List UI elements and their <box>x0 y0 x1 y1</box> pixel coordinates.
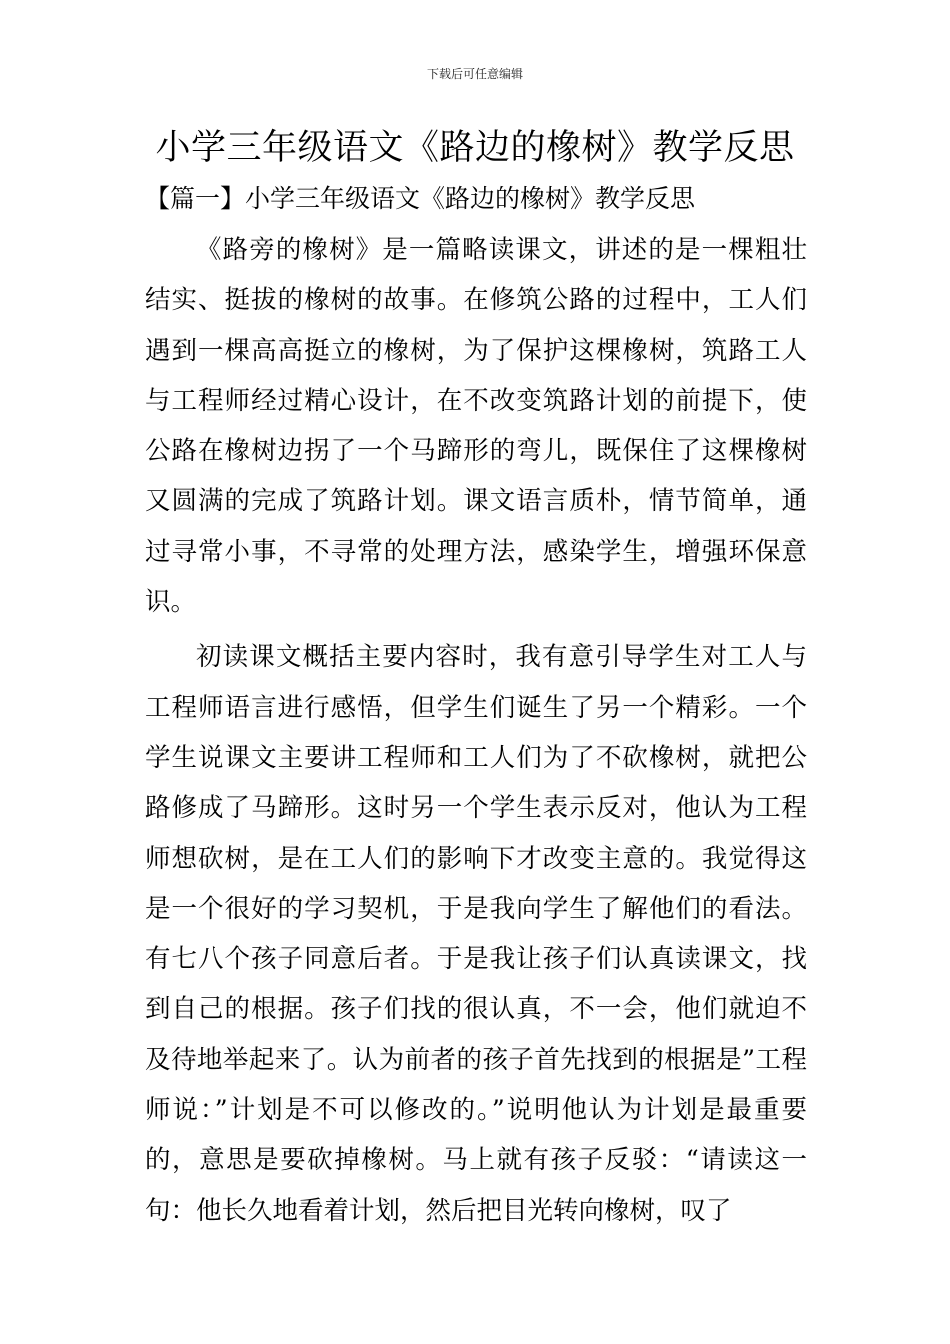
document-title: 小学三年级语文《路边的橡树》教学反思 <box>155 128 795 168</box>
body-text <box>145 225 807 1236</box>
section-heading: 【篇一】小学三年级语文《路边的橡树》教学反思 <box>145 184 696 213</box>
paragraph-1: 《路旁的橡树》是一篇略读课文，讲述的是一棵粗壮结实、挺拔的橡树的故事。在修筑公路的过程中，工人们遇到一棵高高挺立的橡树，为了保护这棵橡树，筑路工人与工程师经过精心设计，在不改变筑路计划的前提下，使公路在橡树边拐了一个马蹄形的弯儿，既保住了这棵橡树又圆满的完成了筑路计划。课文语言质朴，情节简单，通过寻常小事，不寻常的处理方法，感染学生，增强环保意识。 <box>145 235 807 618</box>
paragraph-2: 初读课文概括主要内容时，我有意引导学生对工人与工程师语言进行感悟，但学生们诞生了另一个精彩。一个学生说课文主要讲工程师和工人们为了不砍橡树，就把公路修成了马蹄形。这时另一个学生表示反对，他认为工程师想砍树，是在工人们的影响下才改变主意的。我觉得这是一个很好的学习契机，于是我向学生了解他们的看法。有七八个孩子同意后者。于是我让孩子们认真读课文，找到自己的根据。孩子们找的很认真，不一会，他们就迫不及待地举起来了。认为前者的孩子首先找到的根据是”工程师说：”计划是不可以修改的。”说明他认为计划是最重要的，意思是要砍掉橡树。马上就有孩子反驳：“请读这一句：他长久地看着计划，然后把目光转向橡树，叹了 <box>145 642 807 1226</box>
header-note: 下载后可任意编辑 <box>426 67 523 81</box>
